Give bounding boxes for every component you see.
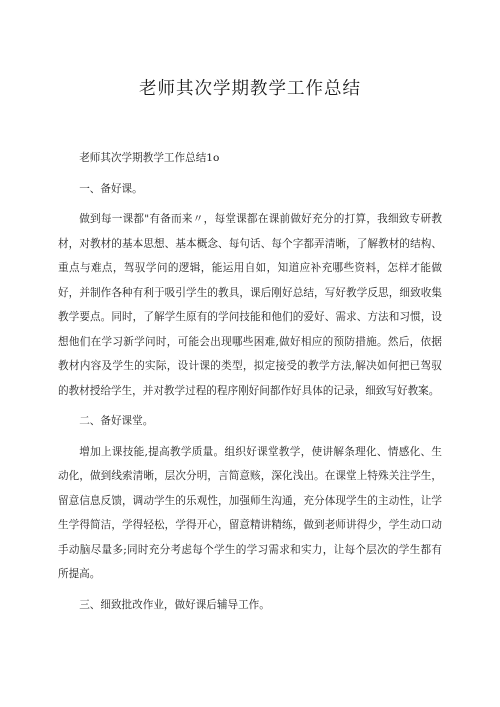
section-heading-1: 一、备好课。 (79, 182, 143, 195)
section-heading-2: 二、备好课堂。 (79, 415, 154, 427)
section-paragraph-1: 做到每一课都"有备而来〃，每堂课都在课前做好充分的打算，我细致专研教材，对教材的基本思想、基本概念、每句话、每个字都弄清晰，了解教材的结构、重点与难点，驾驭学问的逻辑，能运用自如，知道应补充哪些资料，怎样才能做好，并制作各种有利于吸引学生的教具，课后刚好总结，写好教学反思，细致收集教学要点。同时，了解学生原有的学问技能和他们的爱好、需求、方法和习惯，设想他们在学习新学问时，可能会出现哪些困难,做好相应的预防措施。然后，依据教材内容及学生的实际，设计课的类型，拟定接受的教学方法,解决如何把已驾驭的教材授给学生，并对教学过程的程序刚好间都作好具体的记录，细致写好教案。 (58, 213, 442, 397)
section-paragraph-2: 增加上课技能,提高教学质量。组织好课堂教学，使讲解条理化、情感化、生动化，做到线索清晰，层次分明，言简意赅，深化浅出。在课堂上特殊关注学生，留意信息反馈，调动学生的乐观性，加强师生沟通，充分体现学生的主动性，让学生学得简洁，学得轻松，学得开心，留意精讲精练，做到老师讲得少，学生动口动手动脑尽量多;同时充分考虑每个学生的学习需求和实力，让每个层次的学生都有所提高。 (58, 445, 442, 580)
document-title: 老师其次学期教学工作总结 (139, 79, 361, 99)
document-body (58, 146, 442, 617)
section-heading-3: 三、细致批改作业，做好课后辅导工作。 (79, 598, 270, 611)
document-subtitle: 老师其次学期教学工作总结1o (79, 152, 220, 164)
